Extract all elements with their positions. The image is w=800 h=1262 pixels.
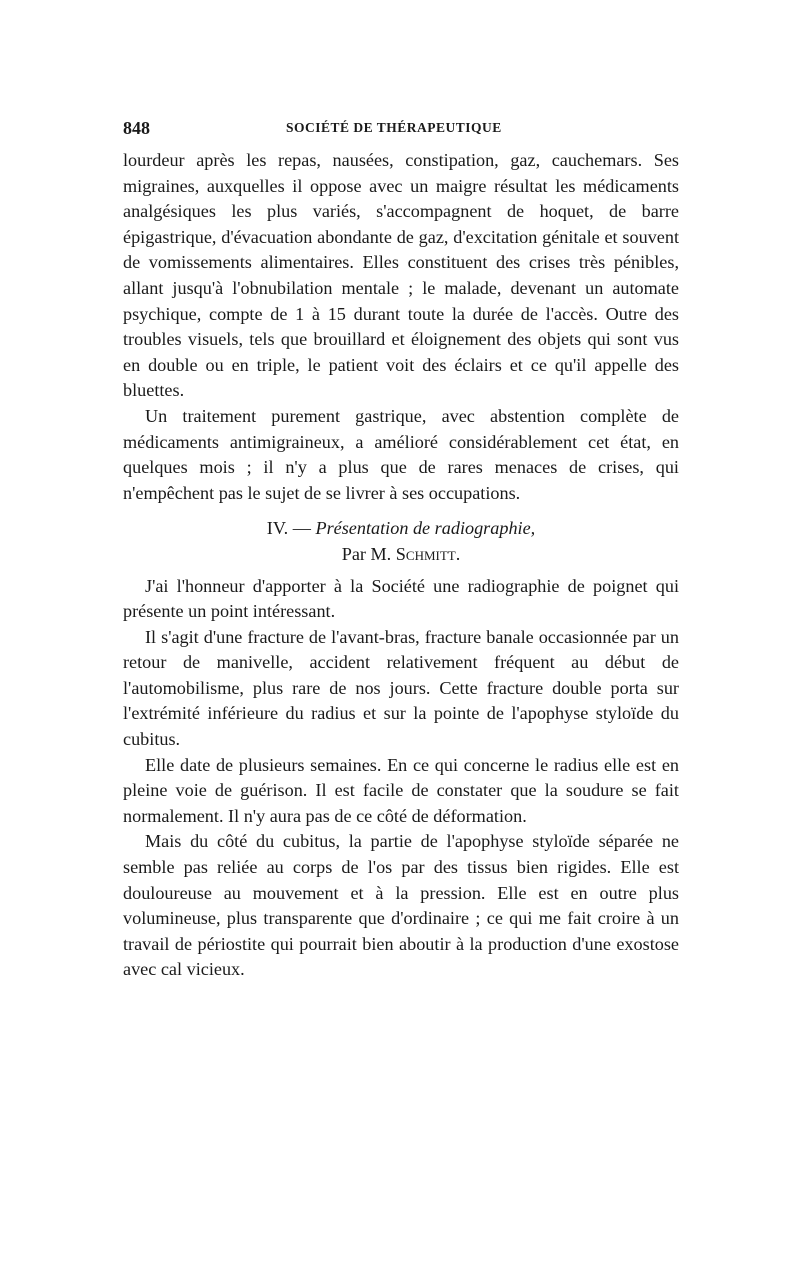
body-text — [123, 148, 679, 983]
paragraph-1: lourdeur après les repas, nausées, constipation, gaz, cauchemars. Ses migraines, auxquelles il oppose avec un maigre résultat les médicaments analgésiques les plus variés, s'accompagnent de hoquet, de barre épigastrique, d'évacuation abondante de gaz, d'excitation génitale et souvent de vomissements alimentaires. Elles constituent des crises très pénibles, allant jusqu'à l'obnubilation mentale ; le malade, devenant un automate psychique, compte de 1 à 15 durant toute la durée de l'accès. Outre des troubles visuels, tels que brouillard et éloignement des objets qui sont vus en double ou en triple, le patient voit des éclairs et ce qu'il appelle des bluettes. — [123, 150, 679, 401]
paragraph-2: Un traitement purement gastrique, avec abstention complète de médicaments antimigraineux, a amélioré considérablement cet état, en quelques mois ; il n'y a plus que de rares menaces de crises, qui n'empêchent pas le sujet de se livrer à ses occupations. — [123, 405, 679, 503]
section-heading — [123, 516, 679, 542]
author-name: Schmitt — [395, 543, 456, 564]
paragraph-5: Elle date de plusieurs semaines. En ce qui concerne le radius elle est en pleine voie de guérison. Il est facile de constater que la soudure se fait normalement. Il n'y aura pas de ce côté de déformation. — [123, 754, 679, 826]
author-suffix: . — [455, 543, 461, 564]
paragraph-6: Mais du côté du cubitus, la partie de l'apophyse styloïde séparée ne semble pas reliée au corps de l'os par des tissus bien rigides. Elle est douloureuse au mouvement et à la pression. Elle est en outre plus volumineuse, plus transparente que d'ordinaire ; ce qui me fait croire à un travail de périostite qui pourrait bien aboutir à la production d'une exostose avec cal vicieux. — [123, 831, 679, 980]
paragraph-3: J'ai l'honneur d'apporter à la Société une radiographie de poignet qui présente un point intéressant. — [123, 575, 679, 622]
page — [123, 118, 679, 983]
page-number: 848 — [123, 118, 150, 138]
section-title: Présentation de radiographie, — [315, 518, 536, 539]
paragraph-4: Il s'agit d'une fracture de l'avant-bras, fracture banale occasionnée par un retour de manivelle, accident relativement fréquent au début de l'automobilisme, plus rare de nos jours. Cette fracture double porta sur l'extrémité inférieure du radius et sur la pointe de l'apophyse styloïde du cubitus. — [123, 626, 679, 750]
running-head: SOCIÉTÉ DE THÉRAPEUTIQUE — [286, 120, 502, 135]
page-header — [123, 118, 679, 144]
section-number: IV. — — [266, 518, 316, 539]
author-prefix: Par M. — [341, 543, 396, 564]
section-author — [123, 542, 679, 568]
